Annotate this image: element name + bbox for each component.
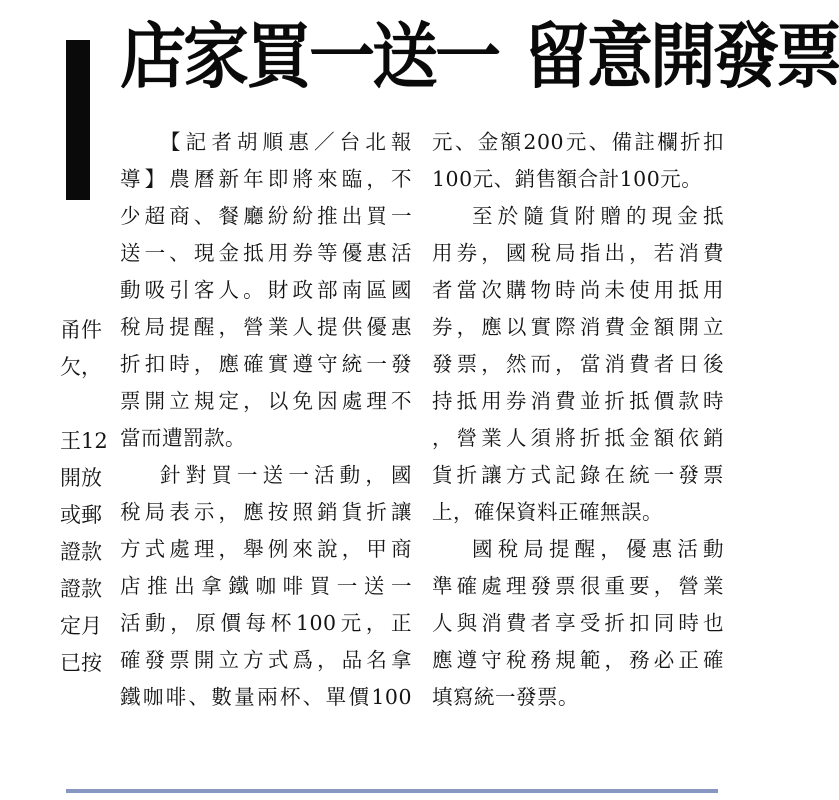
article-line: 導】農曆新年即將來臨，不 [120,167,412,191]
article-line: 準確處理發票很重要，營業 [432,574,724,598]
article-line: 鐵咖啡、數量兩杯、單價100 [120,685,412,709]
article-line: 100元、銷售額合計100元。 [432,167,703,191]
article-line: 至於隨貨附贈的現金抵 [472,204,724,228]
fragment-line: 王12 [60,429,108,453]
article-line: 券，應以實際消費金額開立 [432,315,724,339]
left-column-fragments [60,312,108,682]
fragment-line: 證款 [60,540,102,564]
fragment-line: 證款 [60,577,102,601]
article-line: 者當次購物時尚未使用抵用 [432,278,724,302]
left-edge-bar [66,40,90,200]
article-line: 填寫統一發票。 [432,685,579,709]
headline [120,13,839,102]
article-line: 應遵守稅務規範，務必正確 [432,648,724,672]
headline-part-1: 店家買一送一 [120,14,498,99]
headline-part-2: 留意開發票 [524,14,839,99]
fragment-line: 開放 [60,466,102,490]
article-line: 方式處理，舉例來說，甲商 [120,537,412,561]
article-line: 發票，然而，當消費者日後 [432,352,724,376]
article-line: 票開立規定，以免因處理不 [120,389,412,413]
article-line: 持抵用券消費並折抵價款時 [432,389,724,413]
article-line: 【記者胡順惠／台北報 [160,130,412,154]
article-line: ，營業人須將折抵金額依銷 [432,426,724,450]
fragment-line: 或郵 [60,503,102,527]
article-line: 上，確保資料正確無誤。 [432,500,663,524]
article-line: 貨折讓方式記錄在統一發票 [432,463,724,487]
article-line: 針對買一送一活動，國 [160,463,412,487]
article-line: 折扣時，應確實遵守統一發 [120,352,412,376]
fragment-line: 定月 [60,614,102,638]
article-line: 當而遭罰款。 [120,426,246,450]
article-line: 用券，國稅局指出，若消費 [432,241,724,265]
article-line: 送一、現金抵用券等優惠活 [120,241,412,265]
article-line: 稅局表示，應按照銷貨折讓 [120,500,412,524]
bottom-rule [66,789,718,793]
article-column-1 [120,124,412,716]
article-line: 活動，原價每杯100元，正 [120,611,412,635]
article-line: 動吸引客人。財政部南區國 [120,278,412,302]
article-line: 元、金額200元、備註欄折扣 [432,130,724,154]
article-line: 確發票開立方式爲，品名拿 [120,648,412,672]
article-line: 人與消費者享受折扣同時也 [432,611,724,635]
article-line: 稅局提醒，營業人提供優惠 [120,315,412,339]
article-line: 國稅局提醒，優惠活動 [472,537,724,561]
fragment-line: 已按 [60,651,102,675]
article-line: 少超商、餐廳紛紛推出買一 [120,204,412,228]
article-line: 店推出拿鐵咖啡買一送一 [120,574,412,598]
article-column-2 [432,124,724,716]
fragment-line: 甬件 [60,318,102,342]
fragment-gap [60,386,104,423]
fragment-line: 欠， [60,355,102,379]
